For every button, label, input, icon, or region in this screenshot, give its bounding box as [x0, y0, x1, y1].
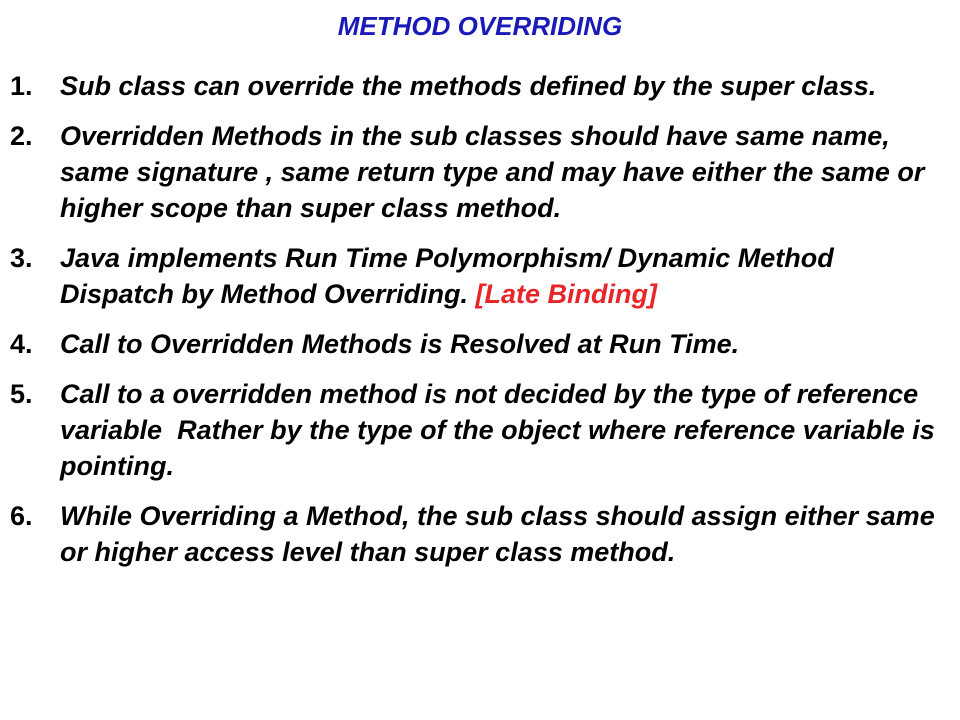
- item-number: 6.: [10, 501, 33, 531]
- item-text: Sub class can override the methods defined by the super class.: [60, 71, 877, 101]
- point-list: [10, 68, 950, 584]
- late-binding-highlight: [Late Binding]: [475, 279, 658, 309]
- list-item-4: [10, 326, 950, 362]
- slide-title: METHOD OVERRIDING: [337, 11, 623, 41]
- list-item-6: [10, 498, 950, 570]
- item-number: 5.: [10, 379, 33, 409]
- list-item-5: [10, 376, 950, 484]
- item-number: 4.: [10, 329, 33, 359]
- item-number: 1.: [10, 71, 33, 101]
- item-number: 2.: [10, 121, 33, 151]
- item-number: 3.: [10, 243, 33, 273]
- list-item-2: [10, 118, 950, 226]
- item-text: While Overriding a Method, the sub class should assign either same or higher access level than super class method.: [60, 501, 935, 567]
- item-text-wrap: [60, 240, 950, 312]
- list-item-3: [10, 240, 950, 312]
- list-item-1: [10, 68, 950, 104]
- item-text: Java implements Run Time Polymorphism/ Dynamic Method Dispatch by Method Overriding.: [60, 243, 834, 309]
- item-text: Call to a overridden method is not decided by the type of reference variable Rather by the type of the object where reference variable is pointing.: [60, 379, 943, 481]
- item-text: Call to Overridden Methods is Resolved at Run Time.: [60, 329, 740, 359]
- item-text: Overridden Methods in the sub classes should have same name, same signature , same return type and may have either the same or higher scope than super class method.: [60, 121, 925, 223]
